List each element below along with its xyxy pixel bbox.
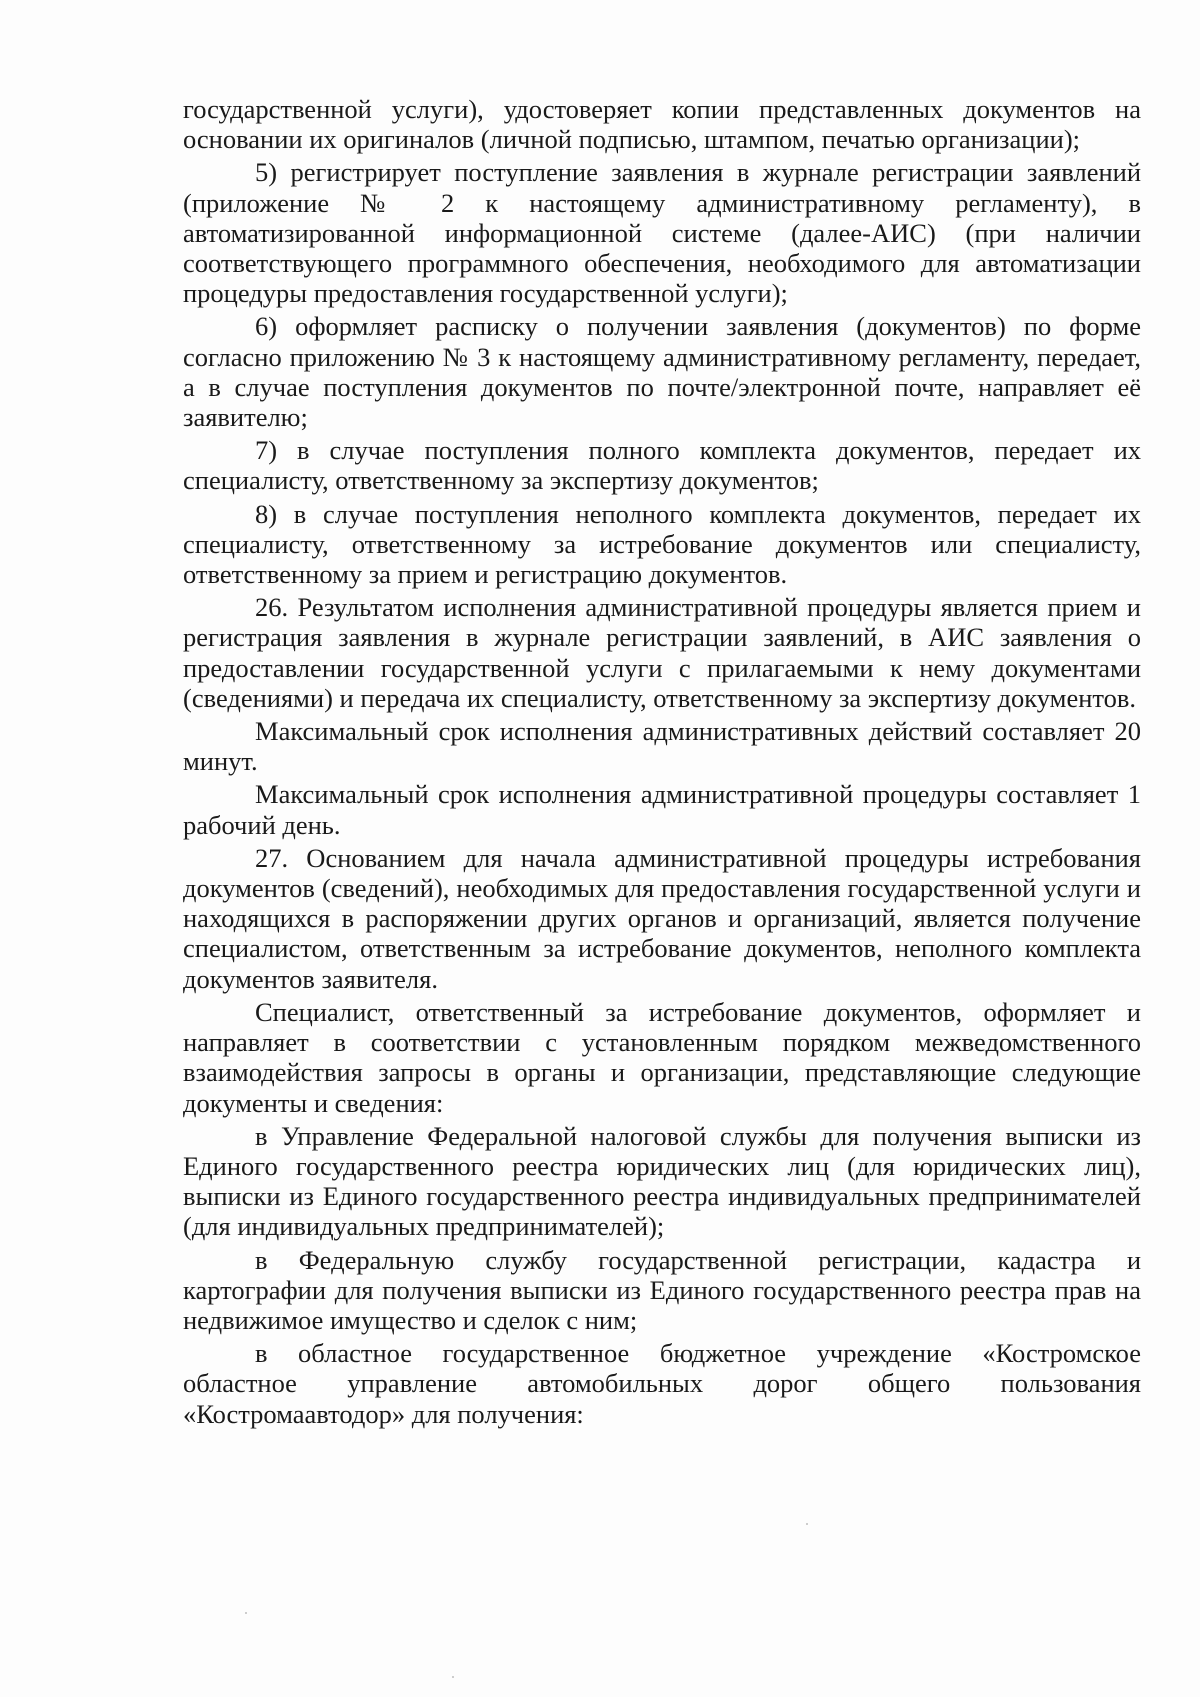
paragraph-specialist: Специалист, ответственный за истребование документов, оформляет и направляет в соответствии с установленным порядком межведомственного взаимодействия запросы в органы и организации, представляющие следующие документы и сведения: <box>183 996 1141 1118</box>
scan-speck <box>452 1676 454 1678</box>
paragraph-registration-service: в Федеральную службу государственной регистрации, кадастра и картографии для получения выписки из Единого государственного реестра прав на недвижимое имущество и сделок с ним; <box>183 1244 1141 1335</box>
scan-speck <box>806 1523 808 1525</box>
paragraph-max-time-actions: Максимальный срок исполнения административных действий составляет 20 минут. <box>183 716 1141 777</box>
paragraph-item-5: 5) регистрирует поступление заявления в журнале регистрации заявлений (приложение № 2 к настоящему административному регламенту), в автоматизированной информационной системе (далее-АИС) (при наличии соответствующего программного обеспечения, необходимого для автоматизации процедуры предоставления государственной услуги); <box>183 157 1141 309</box>
paragraph-max-time-procedure: Максимальный срок исполнения административной процедуры составляет 1 рабочий день. <box>183 779 1141 840</box>
paragraph-continuation: государственной услуги), удостоверяет копии представленных документов на основании их оригиналов (личной подписью, штампом, печатью организации); <box>183 94 1141 155</box>
document-body <box>183 94 1141 1432</box>
paragraph-item-8: 8) в случае поступления неполного комплекта документов, передает их специалисту, ответственному за истребование документов или специалисту, ответственному за прием и регистрацию документов. <box>183 498 1141 590</box>
paragraph-item-7: 7) в случае поступления полного комплекта документов, передает их специалисту, ответственному за экспертизу документов; <box>183 435 1141 496</box>
paragraph-regional-institution: в областное государственное бюджетное учреждение «Костромское областное управление автомобильных дорог общего пользования «Костромаавтодор» для получения: <box>183 1338 1141 1429</box>
paragraph-clause-26: 26. Результатом исполнения административной процедуры является прием и регистрация заявления в журнале регистрации заявлений, в АИС заявления о предоставлении государственной услуги с прилагаемыми к нему документами (сведениями) и передача их специалисту, ответственному за экспертизу документов. <box>183 592 1141 713</box>
paragraph-item-6: 6) оформляет расписку о получении заявления (документов) по форме согласно приложению № 3 к настоящему административному регламенту, передает, а в случае поступления документов по почте/электронной почте, направляет её заявителю; <box>183 311 1141 433</box>
paragraph-clause-27: 27. Основанием для начала административной процедуры истребования документов (сведений), необходимых для предоставления государственной услуги и находящихся в распоряжении других органов и организаций, является получение специалистом, ответственным за истребование документов, неполного комплекта документов заявителя. <box>183 842 1141 994</box>
scan-speck <box>245 1612 247 1614</box>
paragraph-tax-service: в Управление Федеральной налоговой службы для получения выписки из Единого государственного реестра юридических лиц (для юридических лиц), выписки из Единого государственного реестра индивидуальных предпринимателей (для индивидуальных предпринимателей); <box>183 1120 1141 1242</box>
